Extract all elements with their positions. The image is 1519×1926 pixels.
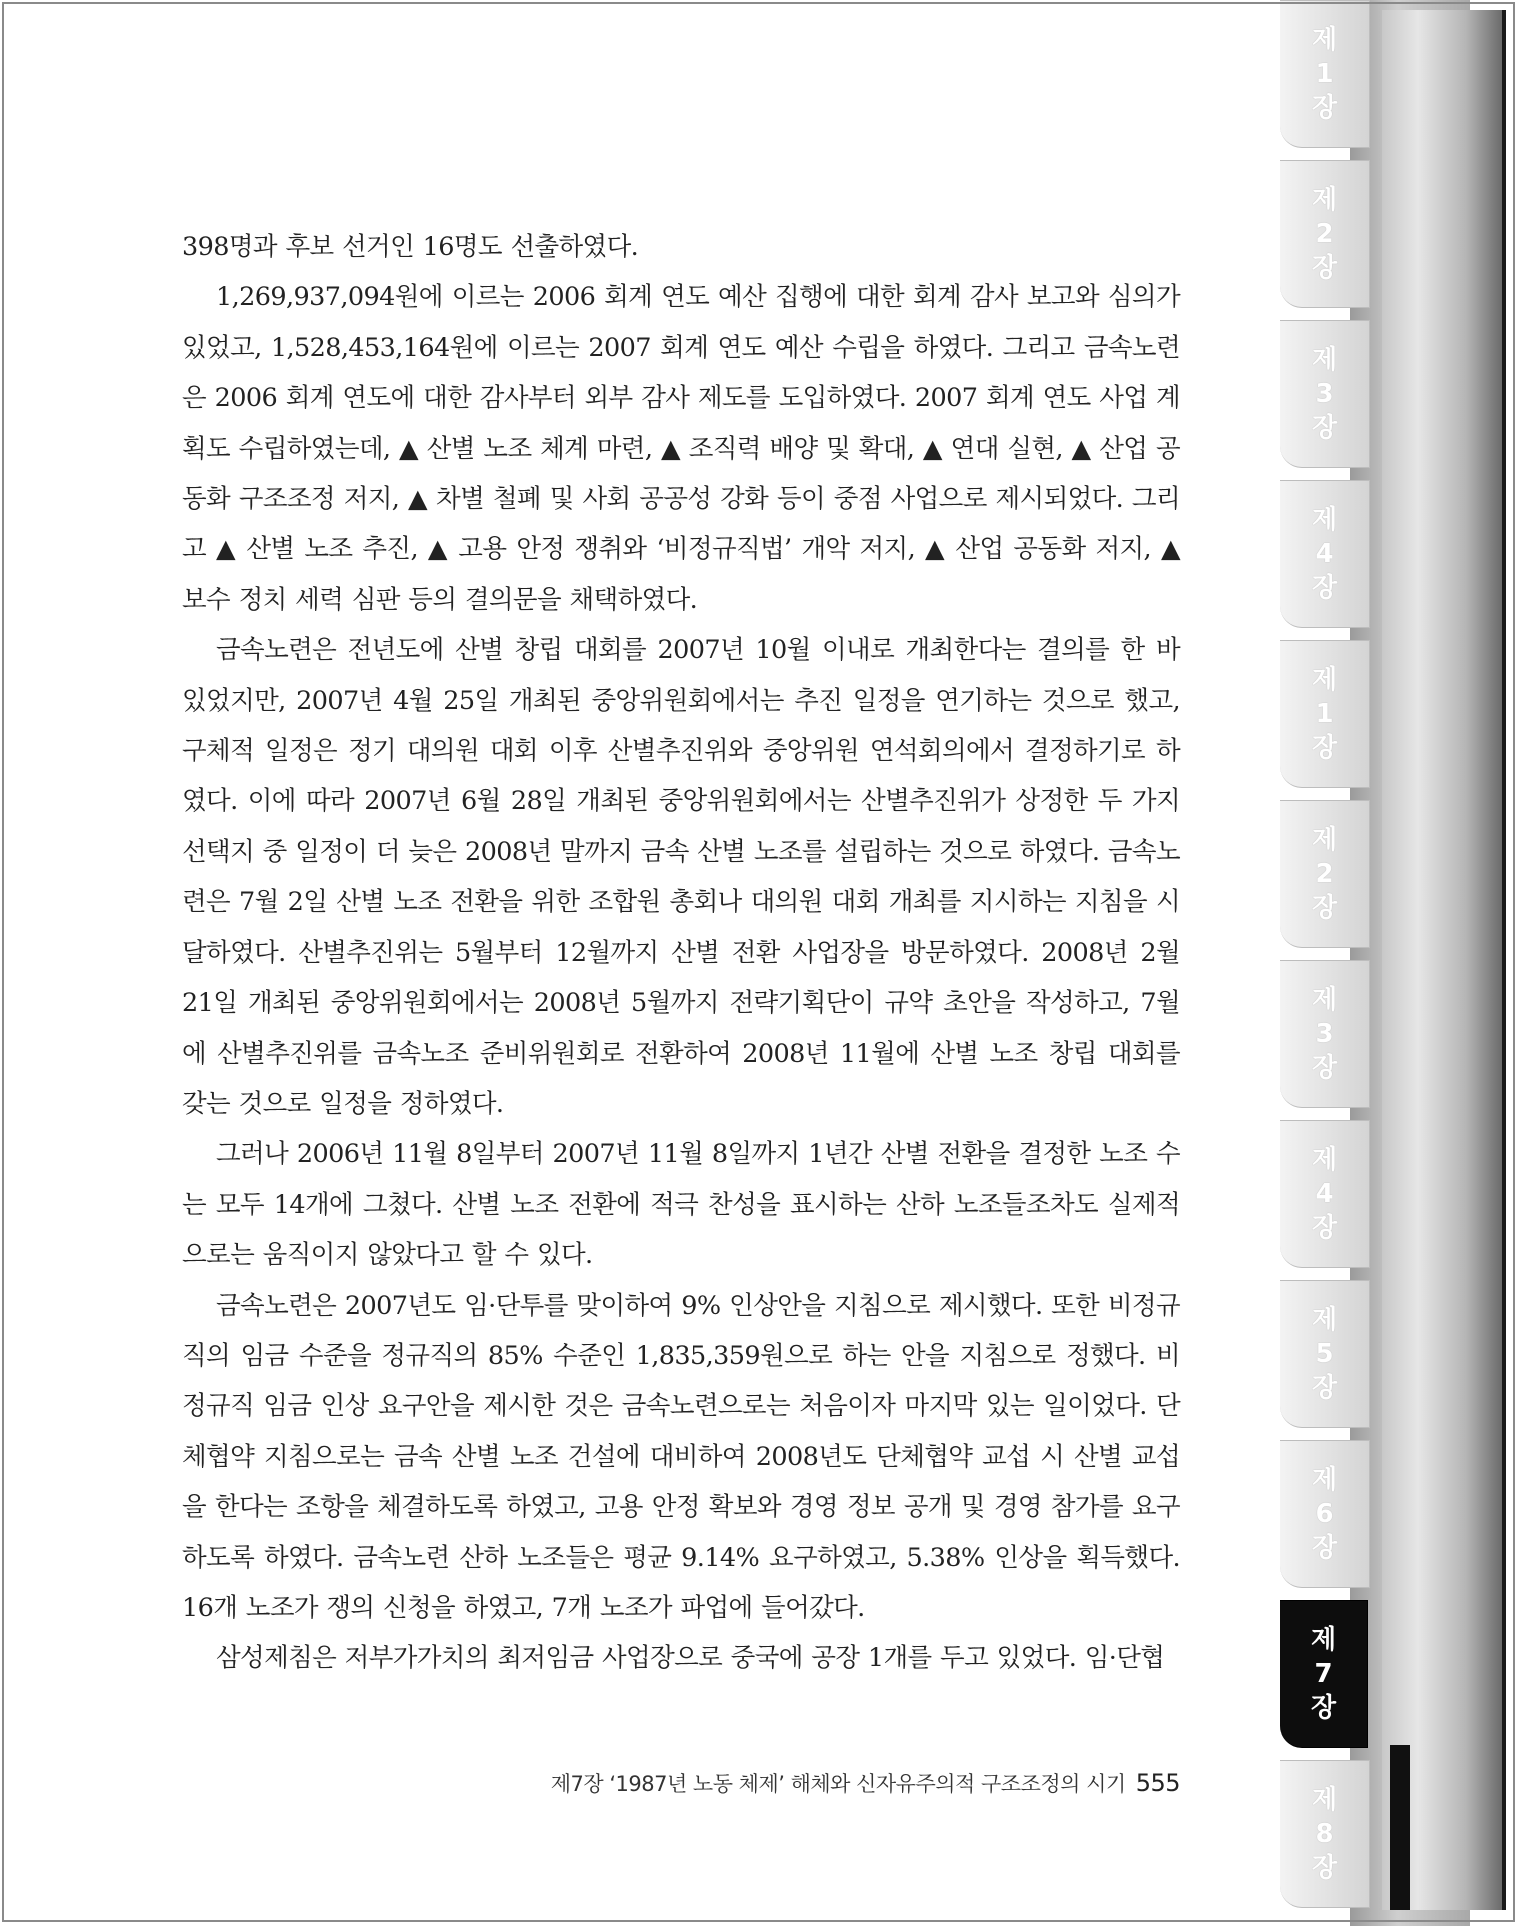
paragraph: 삼성제침은 저부가가치의 최저임금 사업장으로 중국에 공장 1개를 두고 있었다. 임·단협 xyxy=(216,1643,1165,1674)
paragraph: 금속노련은 전년도에 산별 창립 대회를 2007년 10월 이내로 개최한다는 결의를 한 바 있었지만, 2007년 4월 25일 개최된 중앙위원회에서는 추진 일정을 연기하는 것으로 했고, 구체적 일정은 정기 대의원 대회 이후 산별추진위와 중앙위원 연석회의에서 결정하기로 하였다. 이에 따라 2007년 6월 28일 개최된 중앙위원회에서는 산별추진위가 상정한 두 가지 선택지 중 일정이 더 늦은 2008년 말까지 금속 산별 노조를 설립하는 것으로 하였다. 금속노련은 7월 2일 산별 노조 전환을 위한 조합원 총회나 대의원 대회 개최를 지시하는 지침을 시달하였다. 산별추진위는 5월부터 12월까지 산별 전환 사업장을 방문하였다. 2008년 2월 21일 개최된 중앙위원회에서는 2008년 5월까지 전략기획단이 규약 초안을 작성하고, 7월에 산별추진위를 금속노조 준비위원회로 전환하여 2008년 11월에 산별 노조 창립 대회를 갖는 것으로 일정을 정하였다. xyxy=(182,635,1180,1119)
chapter-tab-6[interactable]: 제 6 장 xyxy=(1280,1440,1370,1588)
paragraph: 398명과 후보 선거인 16명도 선출하였다. xyxy=(182,232,639,262)
chapter-tab-8[interactable]: 제 8 장 xyxy=(1280,1760,1370,1908)
paragraph: 1,269,937,094원에 이르는 2006 회계 연도 예산 집행에 대한 회계 감사 보고와 심의가 있었고, 1,528,453,164원에 이르는 2007 회계 연도 예산 수립을 하였다. 그리고 금속노련은 2006 회계 연도에 대한 감사부터 외부 감사 제도를 도입하였다. 2007 회계 연도 사업 계획도 수립하였는데, ▲ 산별 노조 체계 마련, ▲ 조직력 배양 및 확대, ▲ 연대 실현, ▲ 산업 공동화 구조조정 저지, ▲ 차별 철폐 및 사회 공공성 강화 등이 중점 사업으로 제시되었다. 그리고 ▲ 산별 노조 추진, ▲ 고용 안정 쟁취와 ‘비정규직법’ 개악 저지, ▲ 산업 공동화 저지, ▲ 보수 정치 세력 심판 등의 결의문을 채택하였다. xyxy=(182,282,1180,615)
page-border xyxy=(2,2,1515,1922)
paragraph: 그러나 2006년 11월 8일부터 2007년 11월 8일까지 1년간 산별 전환을 결정한 노조 수는 모두 14개에 그쳤다. 산별 노조 전환에 적극 찬성을 표시하는 산하 노조들조차도 실제적으로는 움직이지 않았다고 할 수 있다. xyxy=(182,1139,1180,1271)
chapter-tab-3b[interactable]: 제 3 장 xyxy=(1280,960,1370,1108)
chapter-tab-7-active[interactable]: 제 7 장 xyxy=(1280,1600,1368,1748)
page-number: 555 xyxy=(1135,1769,1180,1797)
chapter-tab-1[interactable]: 제 1 장 xyxy=(1280,0,1370,148)
chapter-tab-2[interactable]: 제 2 장 xyxy=(1280,160,1370,308)
chapter-tab-2b[interactable]: 제 2 장 xyxy=(1280,800,1370,948)
chapter-tab-1b[interactable]: 제 1 장 xyxy=(1280,640,1370,788)
paragraph: 금속노련은 2007년도 임·단투를 맞이하여 9% 인상안을 지침으로 제시했다. 또한 비정규직의 임금 수준을 정규직의 85% 수준인 1,835,359원으로 하는 안을 지침으로 정했다. 비정규직 임금 인상 요구안을 제시한 것은 금속노련으로는 처음이자 마지막 있는 일이었다. 단체협약 지침으로는 금속 산별 노조 건설에 대비하여 2008년도 단체협약 교섭 시 산별 교섭을 한다는 조항을 체결하도록 하였고, 고용 안정 확보와 경영 정보 공개 및 경영 참가를 요구하도록 하였다. 금속노련 산하 노조들은 평균 9.14% 요구하였고, 5.38% 인상을 획득했다. 16개 노조가 쟁의 신청을 하였고, 7개 노조가 파업에 들어갔다. xyxy=(182,1290,1180,1623)
chapter-tab-3[interactable]: 제 3 장 xyxy=(1280,320,1370,468)
chapter-tab-4b[interactable]: 제 4 장 xyxy=(1280,1120,1370,1268)
chapter-tab-5[interactable]: 제 5 장 xyxy=(1280,1280,1370,1428)
running-title: 제7장 ‘1987년 노동 체제’ 해체와 신자유주의적 구조조정의 시기 xyxy=(550,1772,1126,1796)
chapter-tab-4[interactable]: 제 4 장 xyxy=(1280,480,1370,628)
